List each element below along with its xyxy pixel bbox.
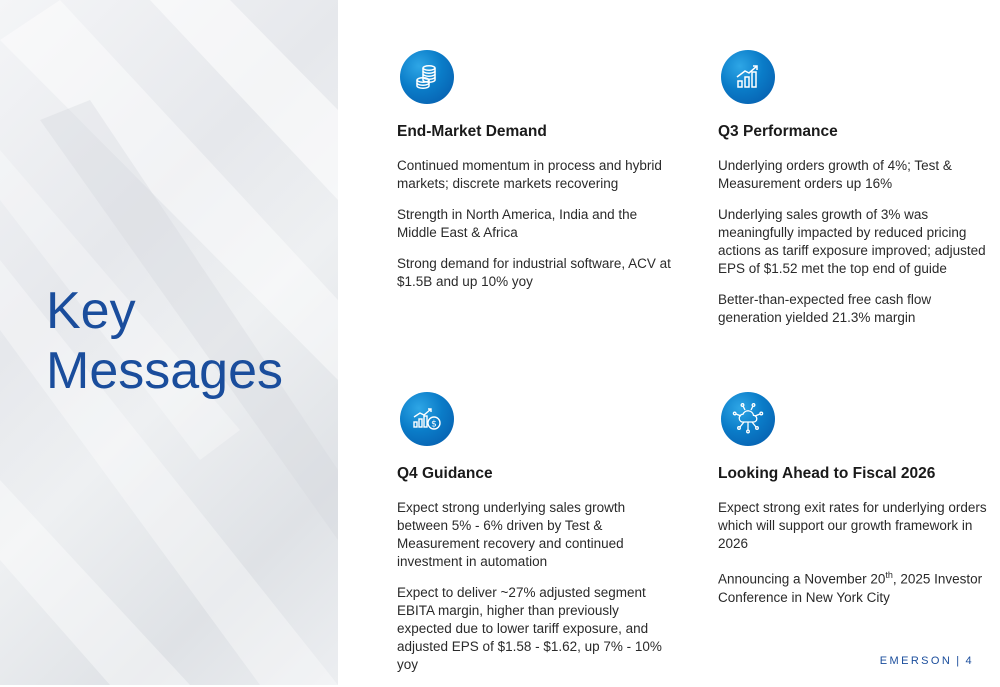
footer-separator: | <box>956 655 962 667</box>
chart-dollar-icon <box>400 392 454 446</box>
title-line-2: Messages <box>46 342 283 400</box>
bullet-text: Continued momentum in process and hybrid markets; discrete markets recovering <box>397 158 662 191</box>
section-heading: End-Market Demand <box>397 123 547 140</box>
cloud-network-icon <box>721 392 775 446</box>
section-heading: Q3 Performance <box>718 123 838 140</box>
announce-sup: th <box>885 570 893 580</box>
bullet-text: Better-than-expected free cash flow generation yielded 21.3% margin <box>718 292 932 325</box>
page-title <box>46 281 283 401</box>
announce-pre: Announcing a November 20 <box>718 571 886 587</box>
announce-post: , 2025 Investor Conference in New York City <box>718 571 983 605</box>
bullet-text: Strength in North America, India and the Middle East & Africa <box>397 207 638 240</box>
svg-text:$: $ <box>431 419 437 430</box>
left-decorative-panel <box>0 0 338 685</box>
section-q3-performance <box>718 50 988 340</box>
coin-stack-icon <box>400 50 454 104</box>
bullet-text: Expect strong underlying sales growth between 5% - 6% driven by Test & Measurement recovery and continued investment in automation <box>397 500 626 569</box>
section-end-market-demand <box>397 50 677 304</box>
bullet-text: Expect strong exit rates for underlying orders which will support our growth framework in 2026 <box>718 500 987 551</box>
page-number: 4 <box>965 655 974 667</box>
footer-brand: EMERSON <box>879 655 953 667</box>
bullet-text-announcement <box>718 566 988 607</box>
section-heading: Looking Ahead to Fiscal 2026 <box>718 465 936 482</box>
bullet-text: Strong demand for industrial software, ACV at $1.5B and up 10% yoy <box>397 256 671 289</box>
bullet-text: Underlying sales growth of 3% was meaningfully impacted by reduced pricing actions as tariff exposure improved; adjusted EPS of $1.52 met the top end of guide <box>718 207 986 276</box>
growth-chart-icon <box>721 50 775 104</box>
section-looking-ahead <box>718 392 988 620</box>
footer <box>880 655 974 667</box>
bullet-text: Underlying orders growth of 4%; Test & Measurement orders up 16% <box>718 158 952 191</box>
section-heading: Q4 Guidance <box>397 465 493 482</box>
section-q4-guidance <box>397 392 672 687</box>
title-line-1: Key <box>46 282 136 340</box>
bullet-text: Expect to deliver ~27% adjusted segment EBITA margin, higher than previously expected due to lower tariff exposure, and adjusted EPS of $1.58 - $1.62, up 7% - 10% yoy <box>397 585 662 672</box>
